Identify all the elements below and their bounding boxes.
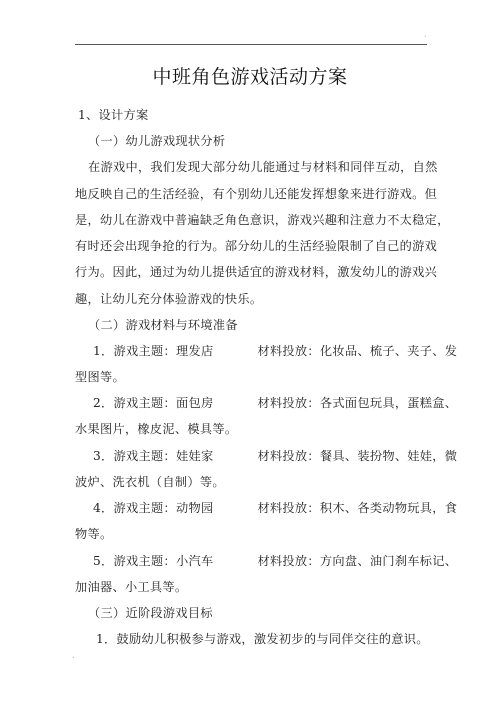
- paragraph-line: 在游戏中，我们发现大部分幼儿能通过与材料和同伴互动，自然: [88, 160, 438, 174]
- item-materials: 材料投放：化妆品、梳子、夹子、发: [257, 344, 458, 358]
- paragraph-line: 趣，让幼儿充分体验游戏的快乐。: [75, 292, 263, 306]
- list-item-cont: 波炉、洗衣机（自制）等。: [75, 475, 225, 489]
- header-mark: `: [424, 36, 427, 43]
- paragraph-line: 有时还会出现争抢的行为。部分幼儿的生活经验限制了自己的游戏: [75, 239, 438, 253]
- item-materials: 材料投放：餐具、装扮物、娃娃，微: [257, 449, 458, 463]
- subsection-heading: （二）游戏材料与环境准备: [88, 318, 238, 332]
- paragraph-line: 地反映自己的生活经验，有个别幼儿还能发挥想象来进行游戏。但: [75, 187, 438, 201]
- list-item: [93, 499, 457, 516]
- item-theme: 5．游戏主题：小汽车: [93, 554, 214, 568]
- item-materials: 材料投放：积木、各类动物玩具，食: [257, 501, 458, 515]
- item-theme: 2．游戏主题：面包房: [93, 396, 214, 410]
- item-materials: 材料投放：各式面包玩具，蛋糕盒、: [257, 396, 458, 410]
- list-item-cont: 加油器、小工具等。: [75, 580, 188, 594]
- item-theme: 1．游戏主题：理发店: [93, 344, 214, 358]
- list-item: [93, 447, 457, 464]
- item-theme: 3．游戏主题：娃娃家: [93, 449, 214, 463]
- list-item: [93, 552, 457, 569]
- item-materials: 材料投放：方向盘、油门刹车标记、: [257, 554, 458, 568]
- list-item-cont: 物等。: [75, 527, 113, 541]
- list-item-cont: 型图等。: [75, 370, 125, 384]
- item-theme: 4．游戏主题：动物园: [93, 501, 214, 515]
- paragraph-line: 是，幼儿在游戏中普遍缺乏角色意识，游戏兴趣和注意力不太稳定，: [75, 213, 450, 227]
- list-item: [93, 394, 457, 411]
- subsection-heading: （一）幼儿游戏现状分析: [88, 134, 226, 148]
- paragraph-line: 行为。因此，通过为幼儿提供适宜的游戏材料，激发幼儿的游戏兴: [75, 265, 438, 279]
- goal-item: 1．鼓励幼儿积极参与游戏，激发初步的与同伴交往的意识。: [96, 632, 429, 646]
- header-rule: [75, 44, 427, 45]
- list-item-cont: 水果图片，橡皮泥、模具等。: [75, 422, 238, 436]
- footer-mark: `: [72, 657, 75, 664]
- subsection-heading: （三）近阶段游戏目标: [88, 606, 213, 620]
- page-title: 中班角色游戏活动方案: [152, 66, 348, 88]
- list-item: [93, 342, 457, 359]
- section-heading: 1、设计方案: [78, 108, 149, 122]
